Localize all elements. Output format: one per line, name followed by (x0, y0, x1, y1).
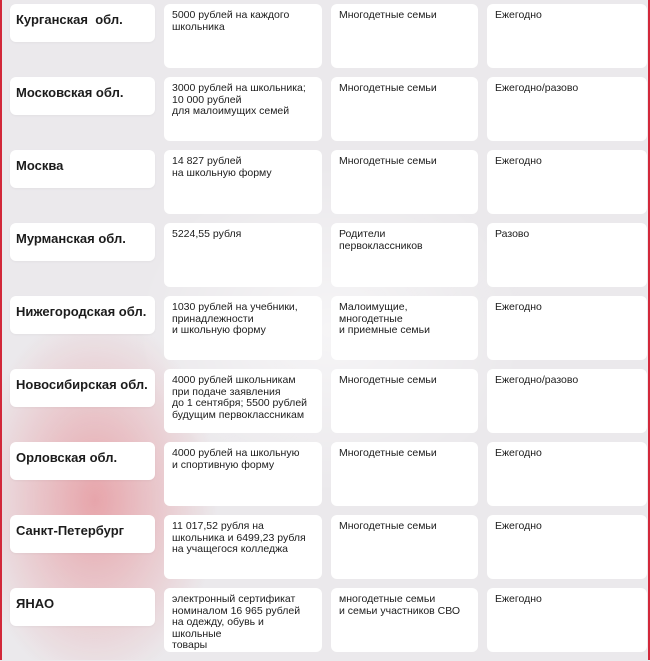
left-frame-line (0, 0, 2, 660)
frequency-cell: Ежегодно/разово (487, 77, 647, 141)
region-cell: Орловская обл. (10, 442, 155, 480)
frequency-cell: Разово (487, 223, 647, 287)
frequency-cell: Ежегодно (487, 296, 647, 360)
table-row (10, 442, 640, 506)
table-row (10, 150, 640, 214)
amount-cell: 14 827 рублей на школьную форму (164, 150, 322, 214)
table-row (10, 296, 640, 360)
table-row (10, 369, 640, 433)
region-cell: Московская обл. (10, 77, 155, 115)
table-row (10, 588, 640, 652)
recipients-cell: Малоимущие, многодетные и приемные семьи (331, 296, 478, 360)
recipients-cell: Многодетные семьи (331, 515, 478, 579)
recipients-cell: Многодетные семьи (331, 77, 478, 141)
benefits-table (10, 4, 640, 661)
region-cell: Мурманская обл. (10, 223, 155, 261)
amount-cell: 5224,55 рубля (164, 223, 322, 287)
table-row (10, 515, 640, 579)
recipients-cell: Многодетные семьи (331, 4, 478, 68)
amount-cell: 4000 рублей школьникам при подаче заявления до 1 сентября; 5500 рублей будущим первоклассникам (164, 369, 322, 433)
frequency-cell: Ежегодно/разово (487, 369, 647, 433)
frequency-cell: Ежегодно (487, 442, 647, 506)
frequency-cell: Ежегодно (487, 150, 647, 214)
recipients-cell: Многодетные семьи (331, 369, 478, 433)
frequency-cell: Ежегодно (487, 515, 647, 579)
table-row (10, 77, 640, 141)
amount-cell: 5000 рублей на каждого школьника (164, 4, 322, 68)
region-cell: Москва (10, 150, 155, 188)
table-row (10, 223, 640, 287)
region-cell: ЯНАО (10, 588, 155, 626)
region-cell: Новосибирская обл. (10, 369, 155, 407)
amount-cell: 11 017,52 рубля на школьника и 6499,23 рубля на учащегося колледжа (164, 515, 322, 579)
amount-cell: 4000 рублей на школьную и спортивную форму (164, 442, 322, 506)
frequency-cell: Ежегодно (487, 4, 647, 68)
region-cell: Курганская обл. (10, 4, 155, 42)
amount-cell: 1030 рублей на учебники, принадлежности и школьную форму (164, 296, 322, 360)
frequency-cell: Ежегодно (487, 588, 647, 652)
table-row (10, 4, 640, 68)
amount-cell: электронный сертификат номиналом 16 965 рублей на одежду, обувь и школьные товары (164, 588, 322, 652)
amount-cell: 3000 рублей на школьника; 10 000 рублей для малоимущих семей (164, 77, 322, 141)
recipients-cell: многодетные семьи и семьи участников СВО (331, 588, 478, 652)
recipients-cell: Родители первоклассников (331, 223, 478, 287)
recipients-cell: Многодетные семьи (331, 150, 478, 214)
region-cell: Санкт-Петербург (10, 515, 155, 553)
region-cell: Нижегородская обл. (10, 296, 155, 334)
recipients-cell: Многодетные семьи (331, 442, 478, 506)
